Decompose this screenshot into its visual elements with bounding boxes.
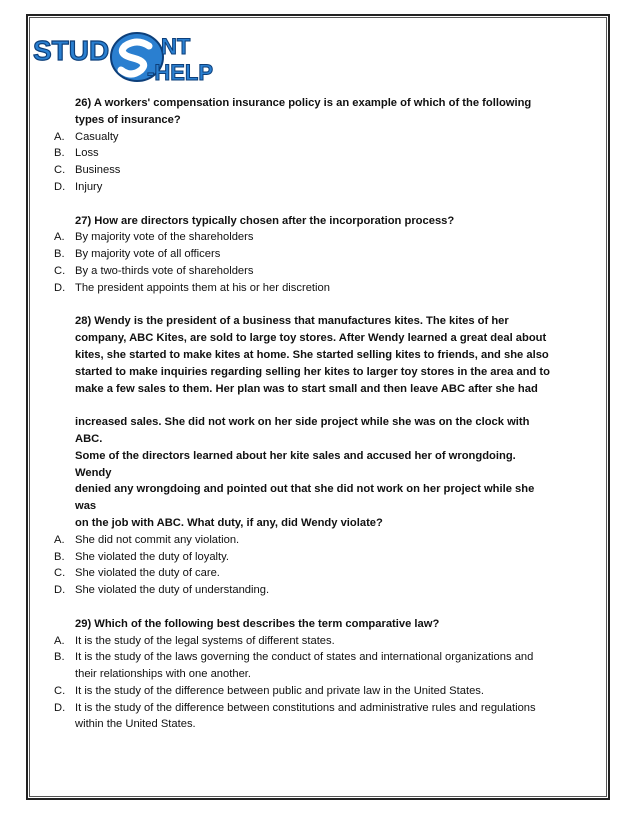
option-letter: A. — [54, 533, 65, 546]
prompt-line: 28) Wendy is the president of a business that manufactures kites. The kites of her — [75, 315, 509, 328]
answer-option — [54, 549, 554, 566]
option-letter: B. — [54, 248, 65, 261]
prompt-line: make a few sales to them. Her plan was to start small and then leave ABC after she had — [75, 382, 538, 395]
option-text: She violated the duty of understanding. — [75, 584, 270, 597]
prompt-line: 27) How are directors typically chosen after the incorporation process? — [75, 214, 455, 227]
option-letter: C. — [54, 567, 66, 580]
option-text: By majority vote of the shareholders — [75, 231, 254, 244]
option-text: It is the study of the difference between public and private law in the United States. — [75, 684, 485, 697]
prompt-line: kites, she started to make kites at home. She started selling kites to friends, and she also — [75, 348, 549, 361]
answer-option — [54, 532, 554, 549]
option-text: By a two-thirds vote of shareholders — [75, 264, 254, 277]
option-text: By majority vote of all officers — [75, 248, 221, 261]
answer-option — [54, 263, 554, 280]
prompt-line: company, ABC Kites, are sold to large toy stores. After Wendy learned a great deal about — [75, 332, 547, 345]
option-text: Injury — [75, 180, 103, 193]
option-letter: D. — [54, 701, 66, 714]
option-text: Business — [75, 164, 121, 177]
option-letter: C. — [54, 684, 66, 697]
answer-option — [54, 683, 554, 700]
question-28 — [54, 313, 554, 599]
prompt-line: increased sales. She did not work on her side project while she was on the clock with ABC. — [75, 416, 530, 445]
question-27 — [54, 213, 554, 297]
question-prompt — [54, 213, 554, 230]
prompt-line: started to make inquiries regarding selling her kites to larger toy stores in the area and to — [75, 365, 550, 378]
option-text: It is the study of the laws governing the conduct of states and international organizations and their relationships with one another. — [75, 651, 534, 681]
logo-text-help: -HELP — [147, 60, 213, 85]
option-letter: C. — [54, 164, 66, 177]
question-list — [54, 95, 554, 733]
answer-option — [54, 700, 554, 734]
option-letter: D. — [54, 180, 66, 193]
logo-text-left: STUD — [33, 35, 110, 66]
answer-option — [54, 565, 554, 582]
option-letter: D. — [54, 584, 66, 597]
prompt-line: denied any wrongdoing and pointed out that she did not work on her project while she was — [75, 483, 535, 513]
question-prompt — [54, 616, 554, 633]
answer-option — [54, 582, 554, 599]
answer-option — [54, 229, 554, 246]
logo-graphic — [33, 30, 233, 88]
option-text: The president appoints them at his or her discretion — [75, 281, 330, 294]
student-help-logo — [33, 30, 233, 88]
spacer — [54, 297, 554, 314]
option-letter: B. — [54, 147, 65, 160]
option-text: It is the study of the legal systems of different states. — [75, 634, 335, 647]
answer-option — [54, 129, 554, 146]
option-text: It is the study of the difference between constitutions and administrative rules and regulations within the United States. — [75, 701, 536, 731]
option-letter: A. — [54, 231, 65, 244]
answer-option — [54, 633, 554, 650]
prompt-line: 29) Which of the following best describes the term comparative law? — [75, 617, 440, 630]
answer-option — [54, 649, 554, 683]
option-text: Casualty — [75, 130, 119, 143]
answer-option — [54, 162, 554, 179]
spacer — [54, 599, 554, 616]
option-letter: C. — [54, 264, 66, 277]
question-prompt — [54, 95, 554, 129]
option-letter: A. — [54, 130, 65, 143]
option-letter: B. — [54, 651, 65, 664]
question-29 — [54, 616, 554, 734]
prompt-line: 26) A workers' compensation insurance policy is an example of which of the following — [75, 97, 532, 109]
spacer — [75, 397, 554, 414]
question-prompt — [54, 313, 554, 531]
answer-option — [54, 145, 554, 162]
option-text: She did not commit any violation. — [75, 533, 240, 546]
prompt-line: types of insurance? — [75, 113, 181, 126]
option-text: She violated the duty of care. — [75, 567, 220, 580]
option-letter: B. — [54, 550, 65, 563]
question-26 — [54, 95, 554, 196]
option-letter: D. — [54, 281, 66, 294]
answer-option — [54, 246, 554, 263]
option-text: She violated the duty of loyalty. — [75, 550, 230, 563]
answer-option — [54, 280, 554, 297]
prompt-line: on the job with ABC. What duty, if any, did Wendy violate? — [75, 516, 383, 529]
option-text: Loss — [75, 147, 99, 160]
option-letter: A. — [54, 634, 65, 647]
prompt-line: Some of the directors learned about her kite sales and accused her of wrongdoing. Wendy — [75, 449, 516, 479]
answer-option — [54, 179, 554, 196]
logo-text-nt: NT — [161, 34, 191, 59]
spacer — [54, 196, 554, 213]
